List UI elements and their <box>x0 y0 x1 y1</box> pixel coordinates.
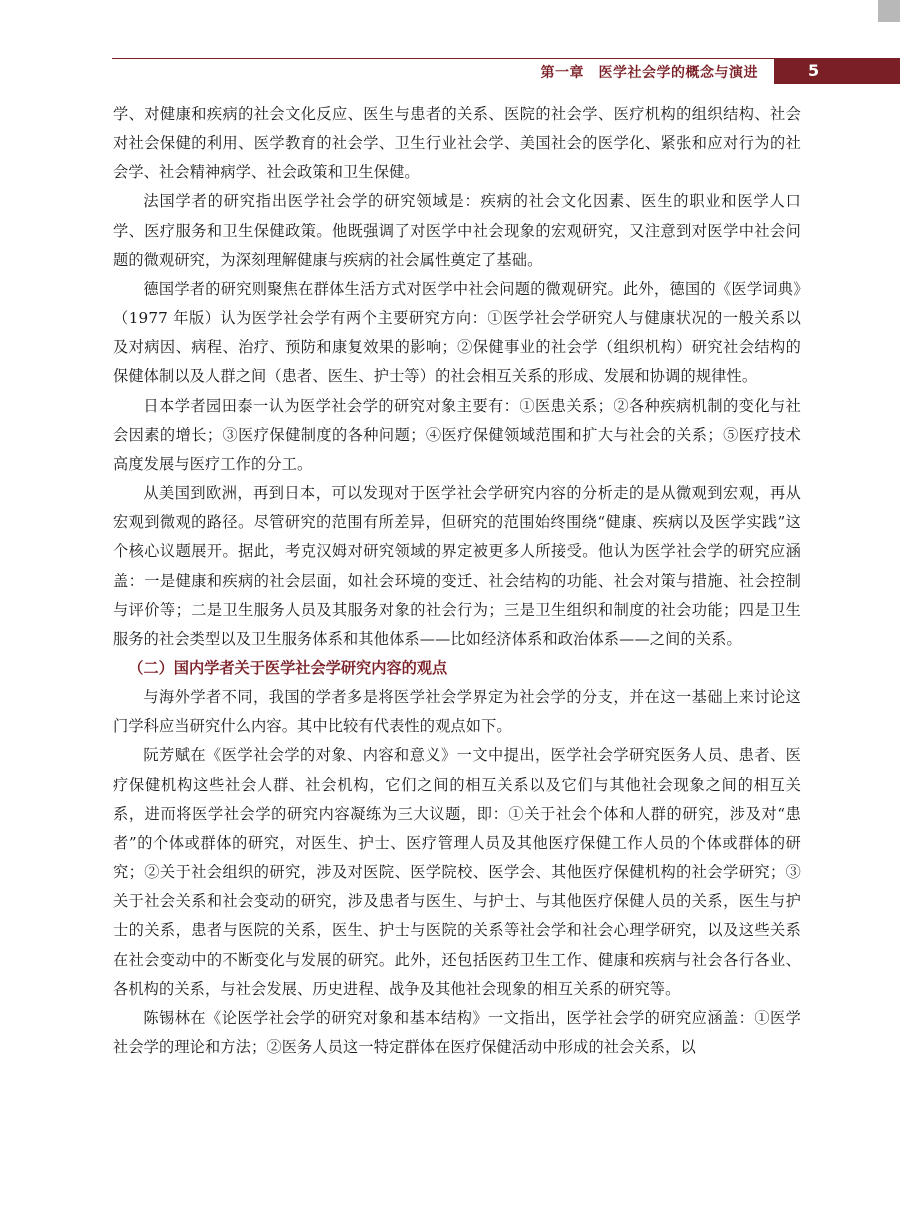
chapter-title: 第一章 医学社会学的概念与演进 <box>540 64 758 81</box>
header-band <box>112 59 774 84</box>
paragraph-summary: 从美国到欧洲，再到日本，可以发现对于医学社会学研究内容的分析走的是从微观到宏观，再从宏观到微观的路径。尽管研究的范围有所差异，但研究的范围始终围绕“健康、疾病以及医学实践”这个核心议题展开。据此，考克汉姆对研究领域的界定被更多人所接受。他认为医学社会学的研究应涵盖：一是健康和疾病的社会层面，如社会环境的变迁、社会结构的功能、社会对策与措施、社会控制与评价等；二是卫生服务人员及其服务对象的社会行为；三是卫生组织和制度的社会功能；四是卫生服务的社会类型以及卫生服务体系和其他体系——比如经济体系和政治体系——之间的关系。 <box>113 484 801 648</box>
paragraph-chen-xilin: 陈锡林在《论医学社会学的研究对象和基本结构》一文指出，医学社会学的研究应涵盖：①医学社会学的理论和方法；②医务人员这一特定群体在医疗保健活动中形成的社会关系，以 <box>113 1008 801 1056</box>
paragraph-japan: 日本学者园田泰一认为医学社会学的研究对象主要有：①医患关系；②各种疾病机制的变化与社会因素的增长；③医疗保健制度的各种问题；④医疗保健领域范围和扩大与社会的关系；⑤医疗技术高度发展与医疗工作的分工。 <box>113 396 801 473</box>
corner-mark <box>878 0 900 22</box>
page-number: 5 <box>774 58 900 84</box>
paragraph-ruan-fangfu: 阮芳赋在《医学社会学的对象、内容和意义》一文中提出，医学社会学研究医务人员、患者、医疗保健机构这些社会人群、社会机构，它们之间的相互关系以及它们与其他社会现象之间的相互关系，进而将医学社会学的研究内容凝练为三大议题，即：①关于社会个体和人群的研究，涉及对“患者”的个体或群体的研究，对医生、护士、医疗管理人员及其他医疗保健工作人员的个体或群体的研究；②关于社会组织的研究，涉及对医院、医学院校、医学会、其他医疗保健机构的社会学研究；③关于社会关系和社会变动的研究，涉及患者与医生、与护士、与其他医疗保健人员的关系，医生与护士的关系，患者与医院的关系，医生、护士与医院的关系等社会学和社会心理学研究，以及这些关系在社会变动中的不断变化与发展的研究。此外，还包括医药卫生工作、健康和疾病与社会各行各业、各机构的关系，与社会发展、历史进程、战争及其他社会现象的相互关系的研究等。 <box>113 746 801 998</box>
page-body <box>113 100 801 1062</box>
running-header <box>112 58 900 85</box>
section-heading: （二）国内学者关于医学社会学研究内容的观点 <box>128 658 448 677</box>
paragraph-continued: 学、对健康和疾病的社会文化反应、医生与患者的关系、医院的社会学、医疗机构的组织结构、社会对社会保健的利用、医学教育的社会学、卫生行业社会学、美国社会的医学化、紧张和应对行为的社会学、社会精神病学、社会政策和卫生保健。 <box>113 105 801 182</box>
paragraph-germany: 德国学者的研究则聚焦在群体生活方式对医学中社会问题的微观研究。此外，德国的《医学词典》（1977 年版）认为医学社会学有两个主要研究方向：①医学社会学研究人与健康状况的一般关系以及对病因、病程、治疗、预防和康复效果的影响；②保健事业的社会学（组织机构）研究社会结构的保健体制以及人群之间（患者、医生、护士等）的社会相互关系的形成、发展和协调的规律性。 <box>113 279 801 386</box>
paragraph-france: 法国学者的研究指出医学社会学的研究领域是：疾病的社会文化因素、医生的职业和医学人口学、医疗服务和卫生保健政策。他既强调了对医学中社会现象的宏观研究，又注意到对医学中社会问题的微观研究，为深刻理解健康与疾病的社会属性奠定了基础。 <box>113 192 801 269</box>
paragraph-domestic-intro: 与海外学者不同，我国的学者多是将医学社会学界定为社会学的分支，并在这一基础上来讨论这门学科应当研究什么内容。其中比较有代表性的观点如下。 <box>113 688 801 736</box>
